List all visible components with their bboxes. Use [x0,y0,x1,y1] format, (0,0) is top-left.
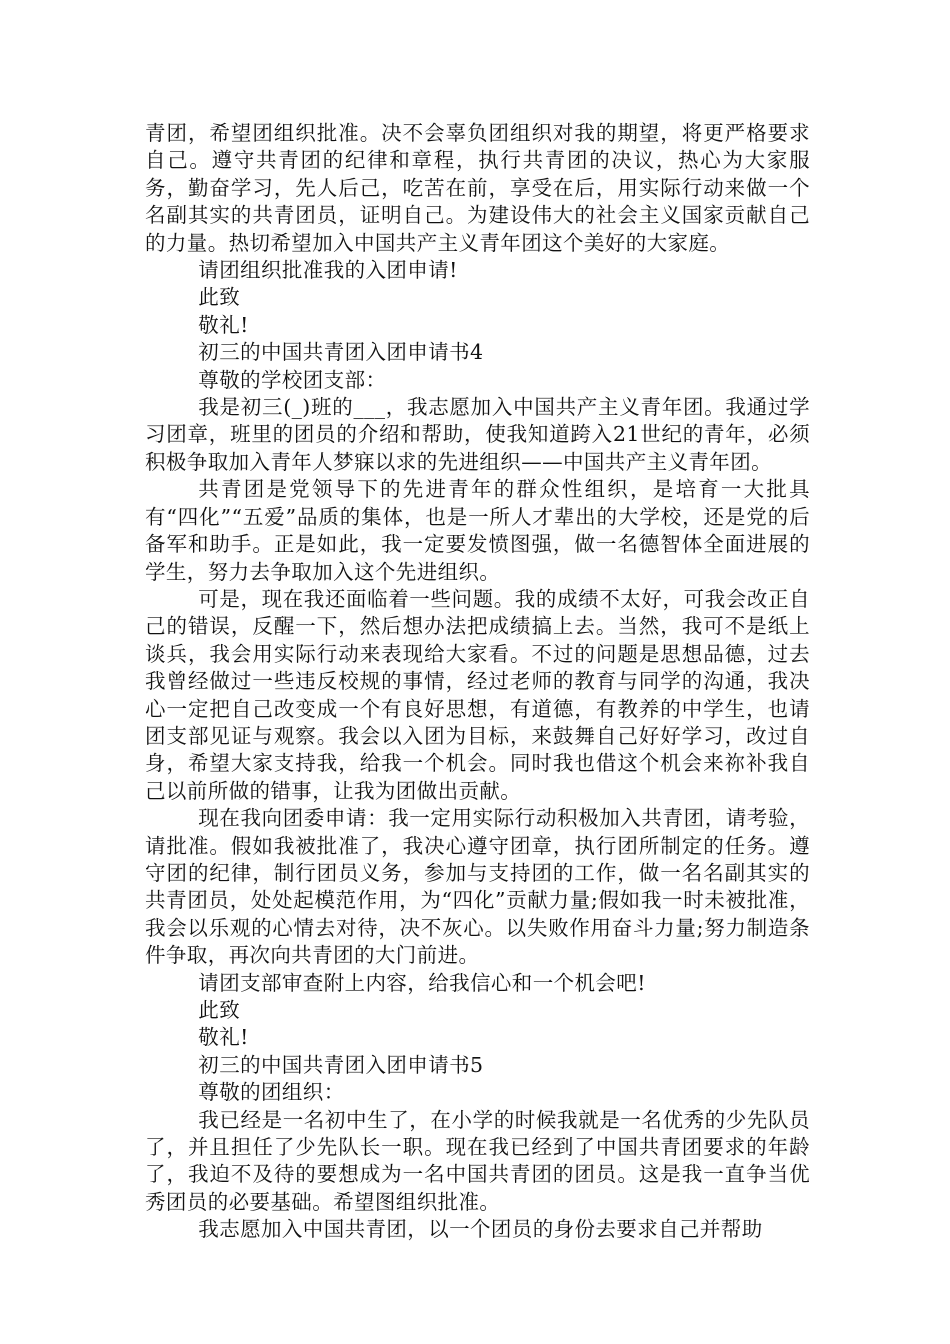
paragraph-1: 青团，希望团组织批准。决不会辜负团组织对我的期望，将更严格要求自己。遵守共青团的纪律和章程，执行共青团的决议，热心为大家服务，勤奋学习，先人后己，吃苦在前，享受在后，用实际行动来做一个名副其实的共青团员，证明自己。为建设伟大的社会主义国家贡献自己的力量。热切希望加入中国共产主义青年团这个美好的大家庭。 [145,121,810,255]
paragraph-7: 我是初三(_)班的___，我志愿加入中国共产主义青年团。我通过学习团章，班里的团员的介绍和帮助，使我知道跨入21世纪的青年，必须积极争取加入青年人梦寐以求的先进组织——中国共产主义青年团。 [145,395,810,474]
paragraph-13: 敬礼! [198,1025,249,1050]
paragraph-4: 敬礼! [198,312,249,337]
paragraph-12: 此致 [198,998,241,1022]
paragraph-11: 请团支部审查附上内容，给我信心和一个机会吧! [198,970,646,995]
paragraph-8: 共青团是党领导下的先进青年的群众性组织，是培育一大批具有“四化”“五爱”品质的集体，也是一所人才辈出的大学校，还是党的后备军和助手。正是如此，我一定要发愤图强，做一名德智体全面进展的学生，努力去争取加入这个先进组织。 [145,477,810,584]
document-body [145,120,810,1244]
salutation-5: 尊敬的团组织： [198,1080,345,1105]
paragraph-9: 可是，现在我还面临着一些问题。我的成绩不太好，可我会改正自己的错误，反醒一下，然后想办法把成绩搞上去。当然，我可不是纸上谈兵，我会用实际行动来表现给大家看。不过的问题是思想品德，过去我曾经做过一些违反校规的事情，经过老师的教育与同学的沟通，我决心一定把自己改变成一个有良好思想，有道德，有教养的中学生，也请团支部见证与观察。我会以入团为目标，来鼓舞自己好好学习，改过自身，希望大家支持我，给我一个机会。同时我也借这个机会来祢补我自己以前所做的错事，让我为团做出贡献。 [145,586,810,803]
paragraph-17: 我志愿加入中国共青团，以一个团员的身份去要求自己并帮助 [198,1217,763,1242]
section-title-4: 初三的中国共青团入团申请书4 [198,340,484,365]
section-title-5: 初三的中国共青团入团申请书5 [198,1052,484,1077]
paragraph-3: 此致 [198,285,241,310]
paragraph-16: 我已经是一名初中生了，在小学的时候我就是一名优秀的少先队员了，并且担任了少先队长一职。现在我已经到了中国共青团要求的年龄了，我迫不及待的要想成为一名中国共青团的团员。这是我一直争当优秀团员的必要基础。希望图组织批准。 [145,1107,810,1214]
paragraph-10: 现在我向团委申请：我一定用实际行动积极加入共青团，请考验，请批准。假如我被批准了，我决心遵守团章，执行团所制定的任务。遵守团的纪律，制行团员义务，参加与支持团的工作，做一名名副其实的共青团员，处处起模范作用，为“四化”贡献力量;假如我一时未被批准，我会以乐观的心情去对待，决不灰心。以失败作用奋斗力量;努力制造条件争取，再次向共青团的大门前进。 [145,806,810,968]
paragraph-2: 请团组织批准我的入团申请! [198,258,458,283]
salutation-4: 尊敬的学校团支部： [198,367,387,392]
